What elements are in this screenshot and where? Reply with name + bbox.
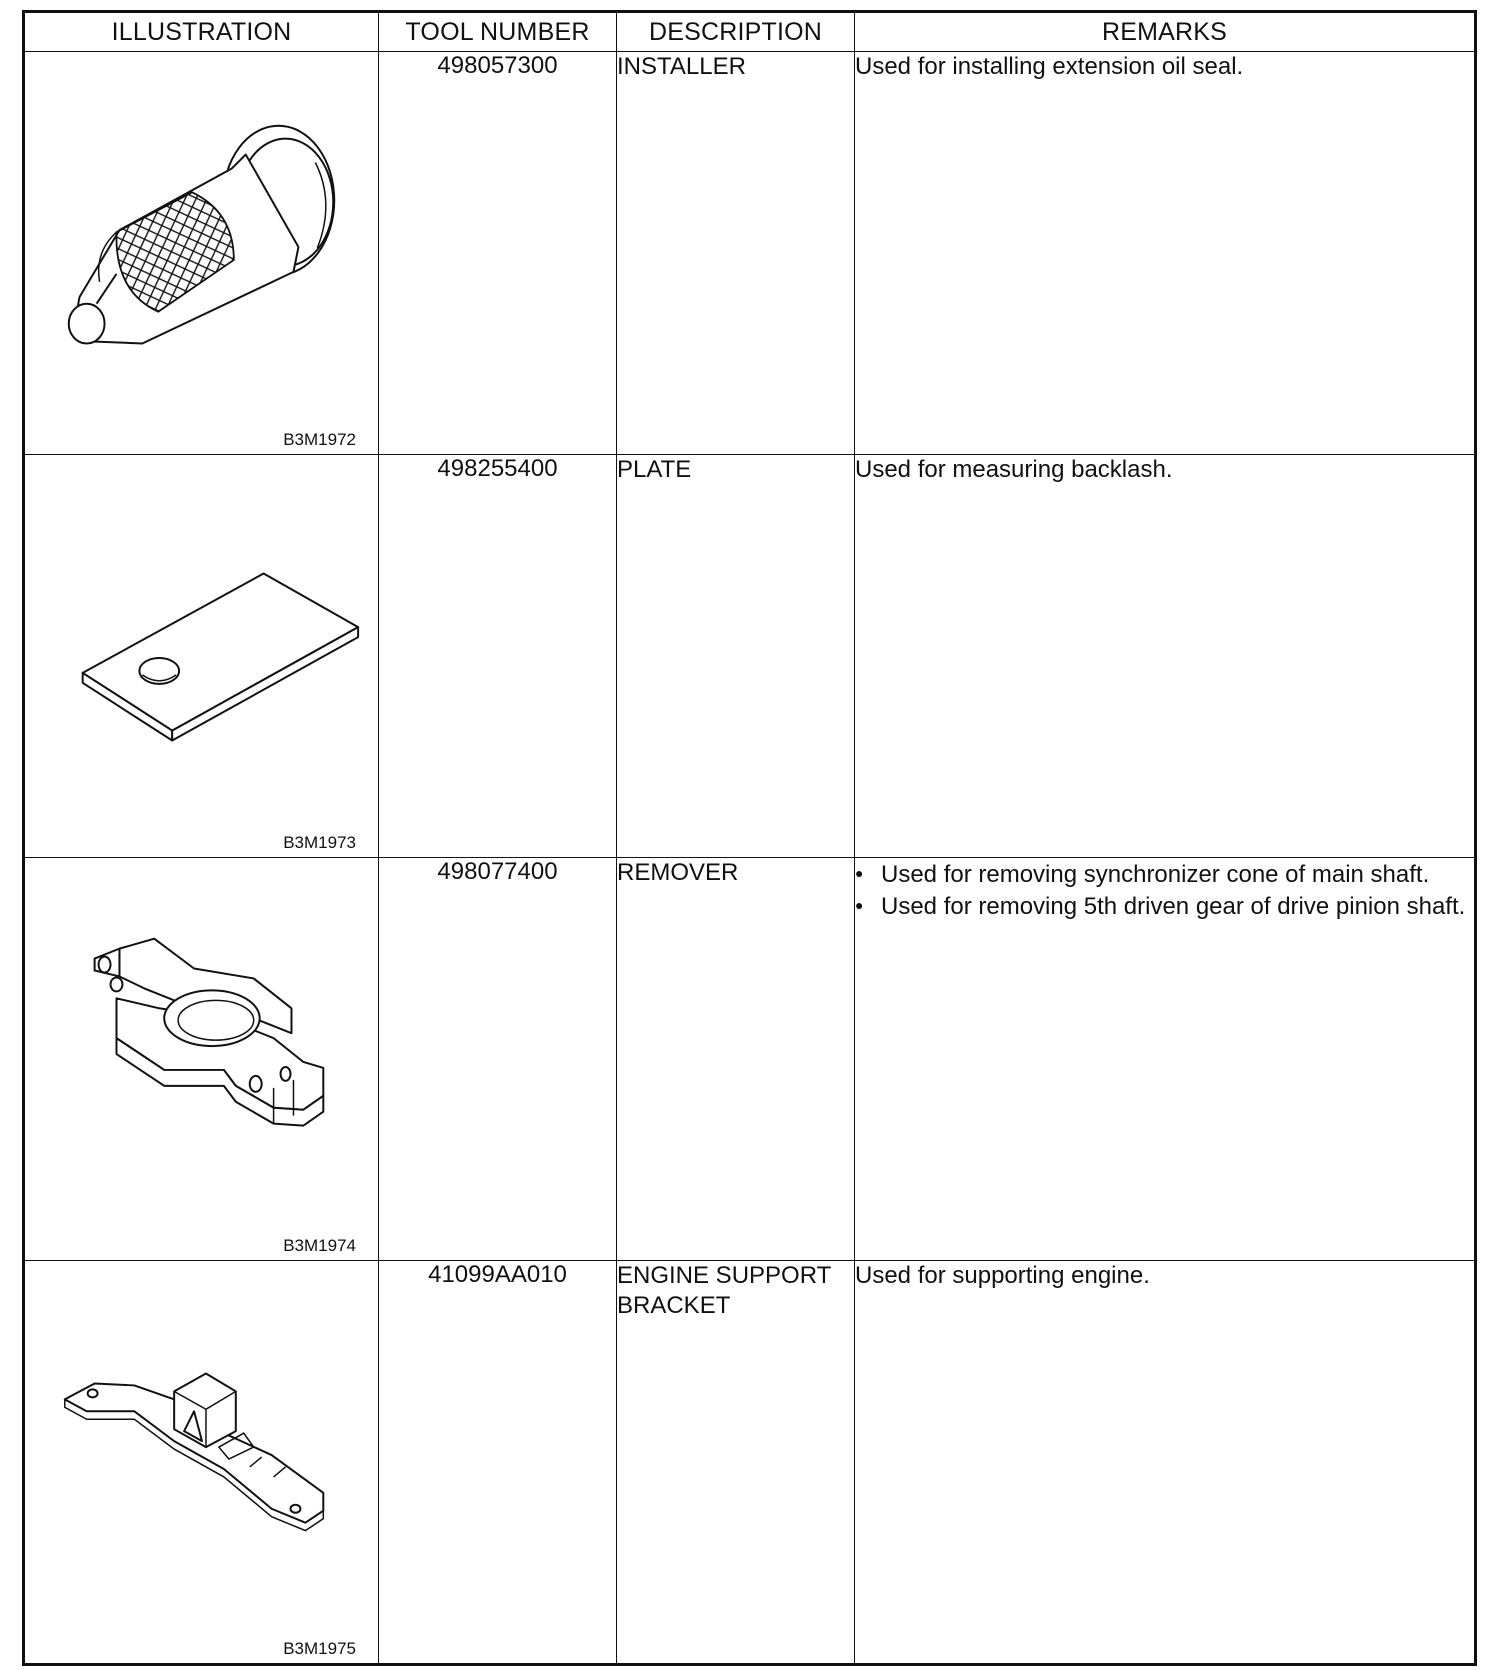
table-row bbox=[24, 1261, 1476, 1665]
illustration-code: B3M1973 bbox=[283, 833, 356, 852]
remarks-cell bbox=[855, 1261, 1476, 1665]
remover-icon bbox=[25, 858, 378, 1260]
illustration-cell bbox=[24, 1261, 379, 1665]
remark-text: Used for measuring backlash. bbox=[855, 456, 1173, 483]
description-cell: ENGINE SUPPORT BRACKET bbox=[617, 1261, 855, 1665]
remark-item: ● Used for removing synchronizer cone of main shaft. bbox=[855, 858, 1474, 890]
description-cell: PLATE bbox=[617, 455, 855, 858]
remark-item: ● Used for removing 5th driven gear of drive pinion shaft. bbox=[855, 890, 1474, 922]
header-row bbox=[24, 12, 1476, 52]
illustration-code: B3M1974 bbox=[283, 1236, 356, 1255]
header-illustration: ILLUSTRATION bbox=[24, 12, 379, 52]
illustration-cell bbox=[24, 858, 379, 1261]
header-tool-number: TOOL NUMBER bbox=[379, 12, 617, 52]
engine-support-bracket-icon bbox=[25, 1261, 378, 1663]
description-cell: INSTALLER bbox=[617, 52, 855, 455]
header-description: DESCRIPTION bbox=[617, 12, 855, 52]
remark-text: Used for supporting engine. bbox=[855, 1262, 1150, 1289]
illustration-code: B3M1975 bbox=[283, 1639, 356, 1658]
special-tools-sheet bbox=[22, 10, 1474, 1660]
header-remarks: REMARKS bbox=[855, 12, 1476, 52]
tool-number-cell: 41099AA010 bbox=[379, 1261, 617, 1665]
remark-text: Used for installing extension oil seal. bbox=[855, 53, 1244, 80]
plate-icon bbox=[25, 455, 378, 857]
description-cell: REMOVER bbox=[617, 858, 855, 1261]
illustration-code: B3M1972 bbox=[283, 430, 356, 449]
remarks-cell bbox=[855, 858, 1476, 1261]
illustration-cell bbox=[24, 52, 379, 455]
special-tools-table bbox=[22, 10, 1477, 1666]
installer-icon bbox=[25, 52, 378, 454]
remarks-cell bbox=[855, 455, 1476, 858]
tool-number-cell: 498057300 bbox=[379, 52, 617, 455]
tool-number-cell: 498077400 bbox=[379, 858, 617, 1261]
remarks-list bbox=[855, 858, 1474, 922]
tool-number-cell: 498255400 bbox=[379, 455, 617, 858]
table-row bbox=[24, 858, 1476, 1261]
table-row bbox=[24, 52, 1476, 455]
remarks-cell bbox=[855, 52, 1476, 455]
illustration-cell bbox=[24, 455, 379, 858]
table-row bbox=[24, 455, 1476, 858]
